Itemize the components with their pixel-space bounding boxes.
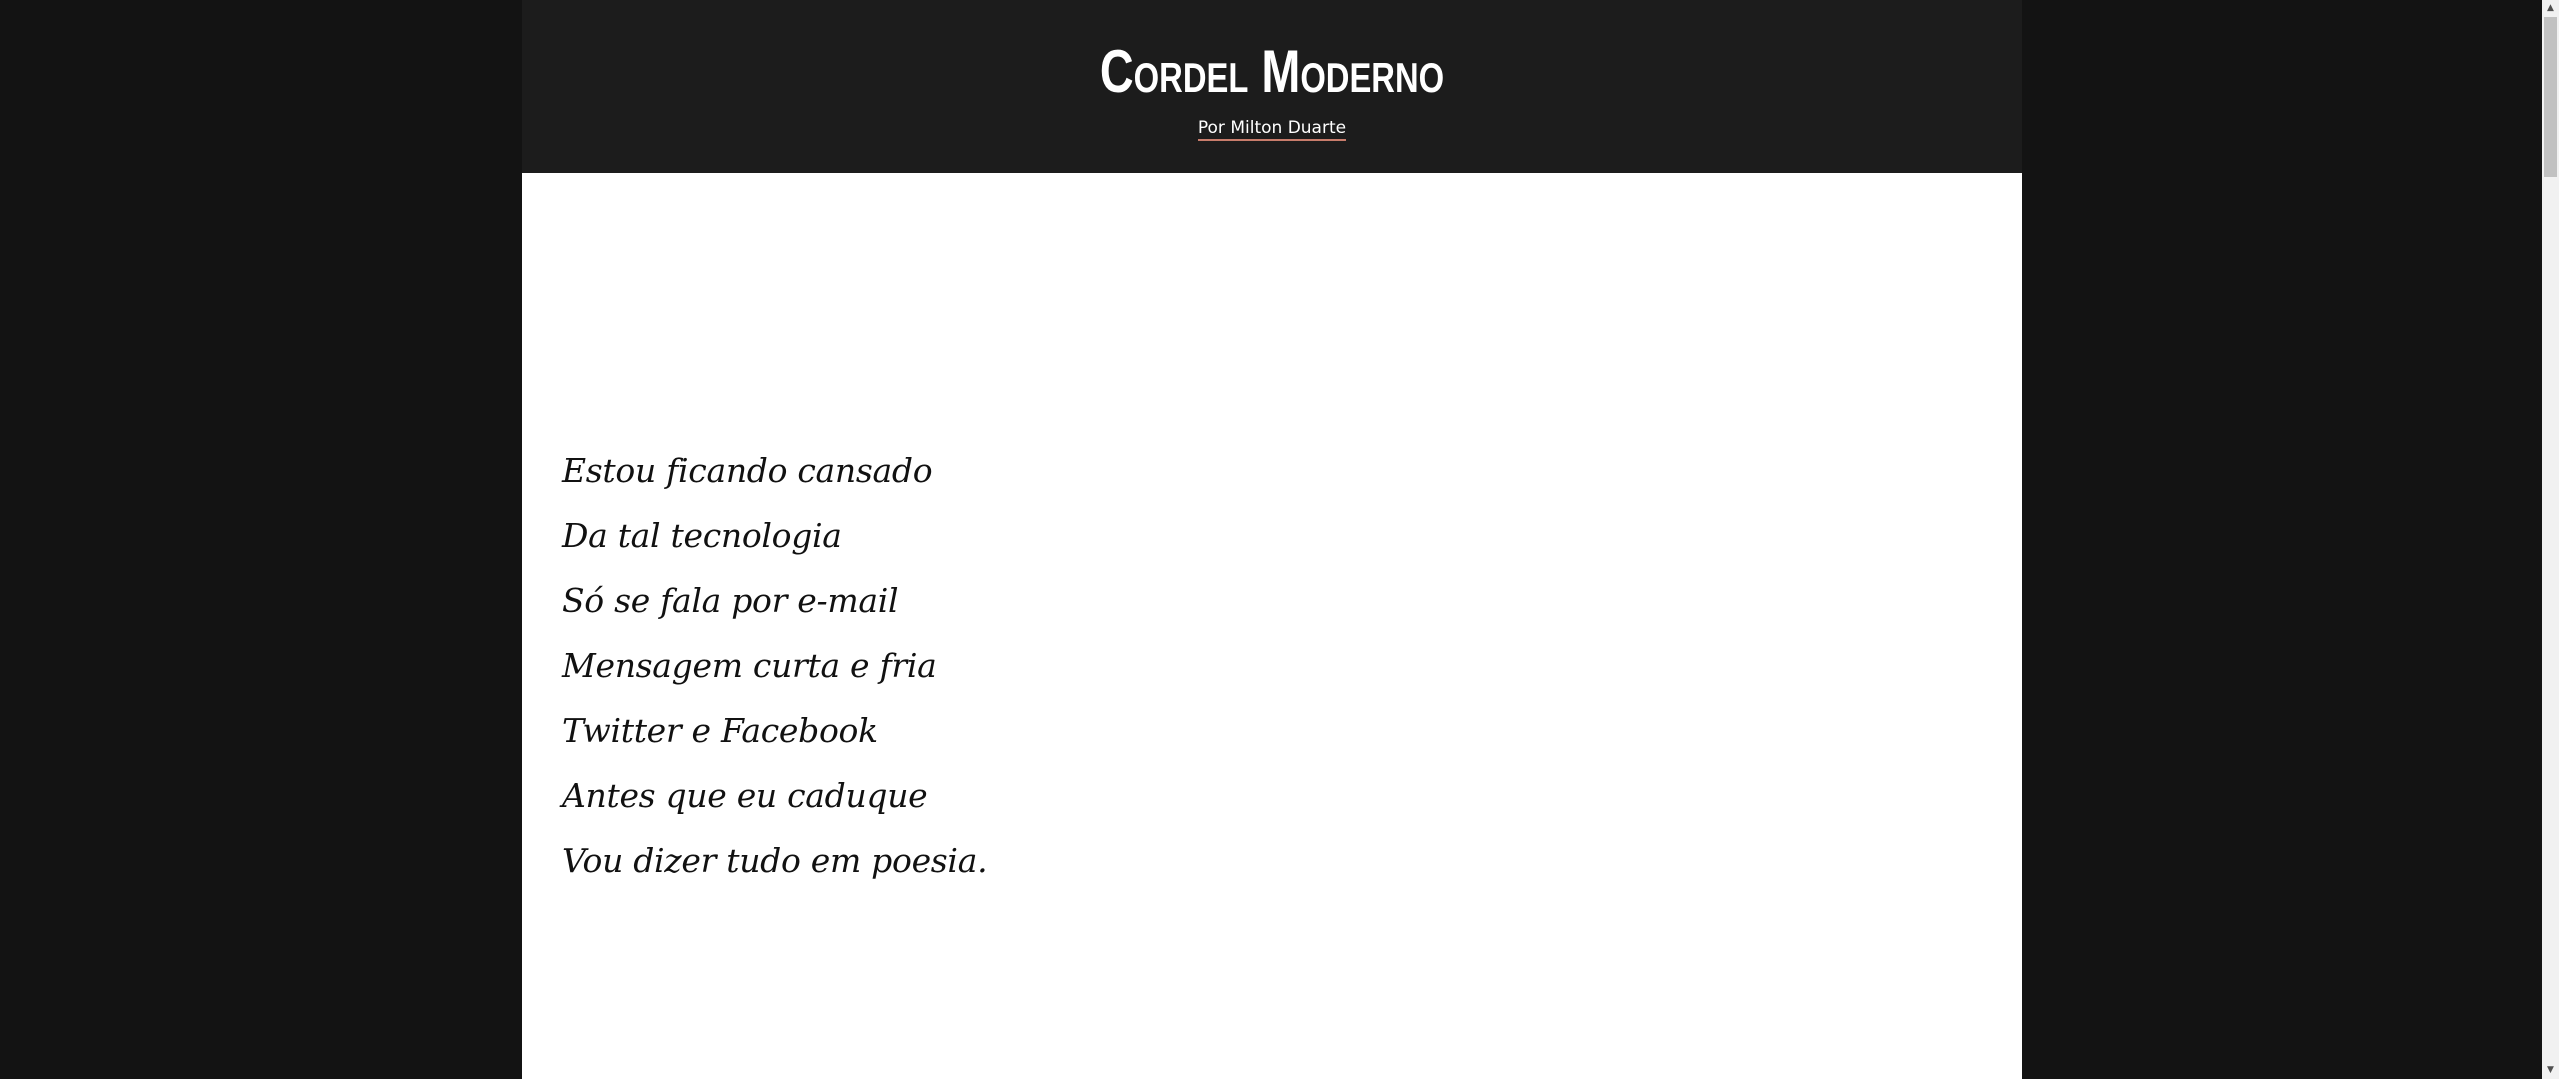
poem <box>562 438 987 893</box>
page-container <box>522 0 2022 1079</box>
scroll-up-icon[interactable]: ▲ <box>2547 3 2554 13</box>
poem-line: Vou dizer tudo em poesia. <box>562 841 988 880</box>
site-header <box>522 0 2022 173</box>
scroll-down-icon[interactable]: ▼ <box>2547 1065 2554 1075</box>
poem-line: Mensagem curta e fria <box>562 646 937 685</box>
byline <box>522 116 2022 140</box>
author-link[interactable]: Por Milton Duarte <box>1198 118 1346 141</box>
poem-line: Antes que eu caduque <box>562 776 928 815</box>
vertical-scrollbar[interactable] <box>2542 0 2559 1079</box>
poem-line: Estou ficando cansado <box>562 451 933 490</box>
scrollbar-thumb[interactable] <box>2544 17 2557 177</box>
poem-line: Da tal tecnologia <box>562 516 842 555</box>
poem-line: Twitter e Facebook <box>562 711 878 750</box>
site-title: Cordel Moderno <box>1099 38 1445 105</box>
poem-line: Só se fala por e-mail <box>562 581 899 620</box>
